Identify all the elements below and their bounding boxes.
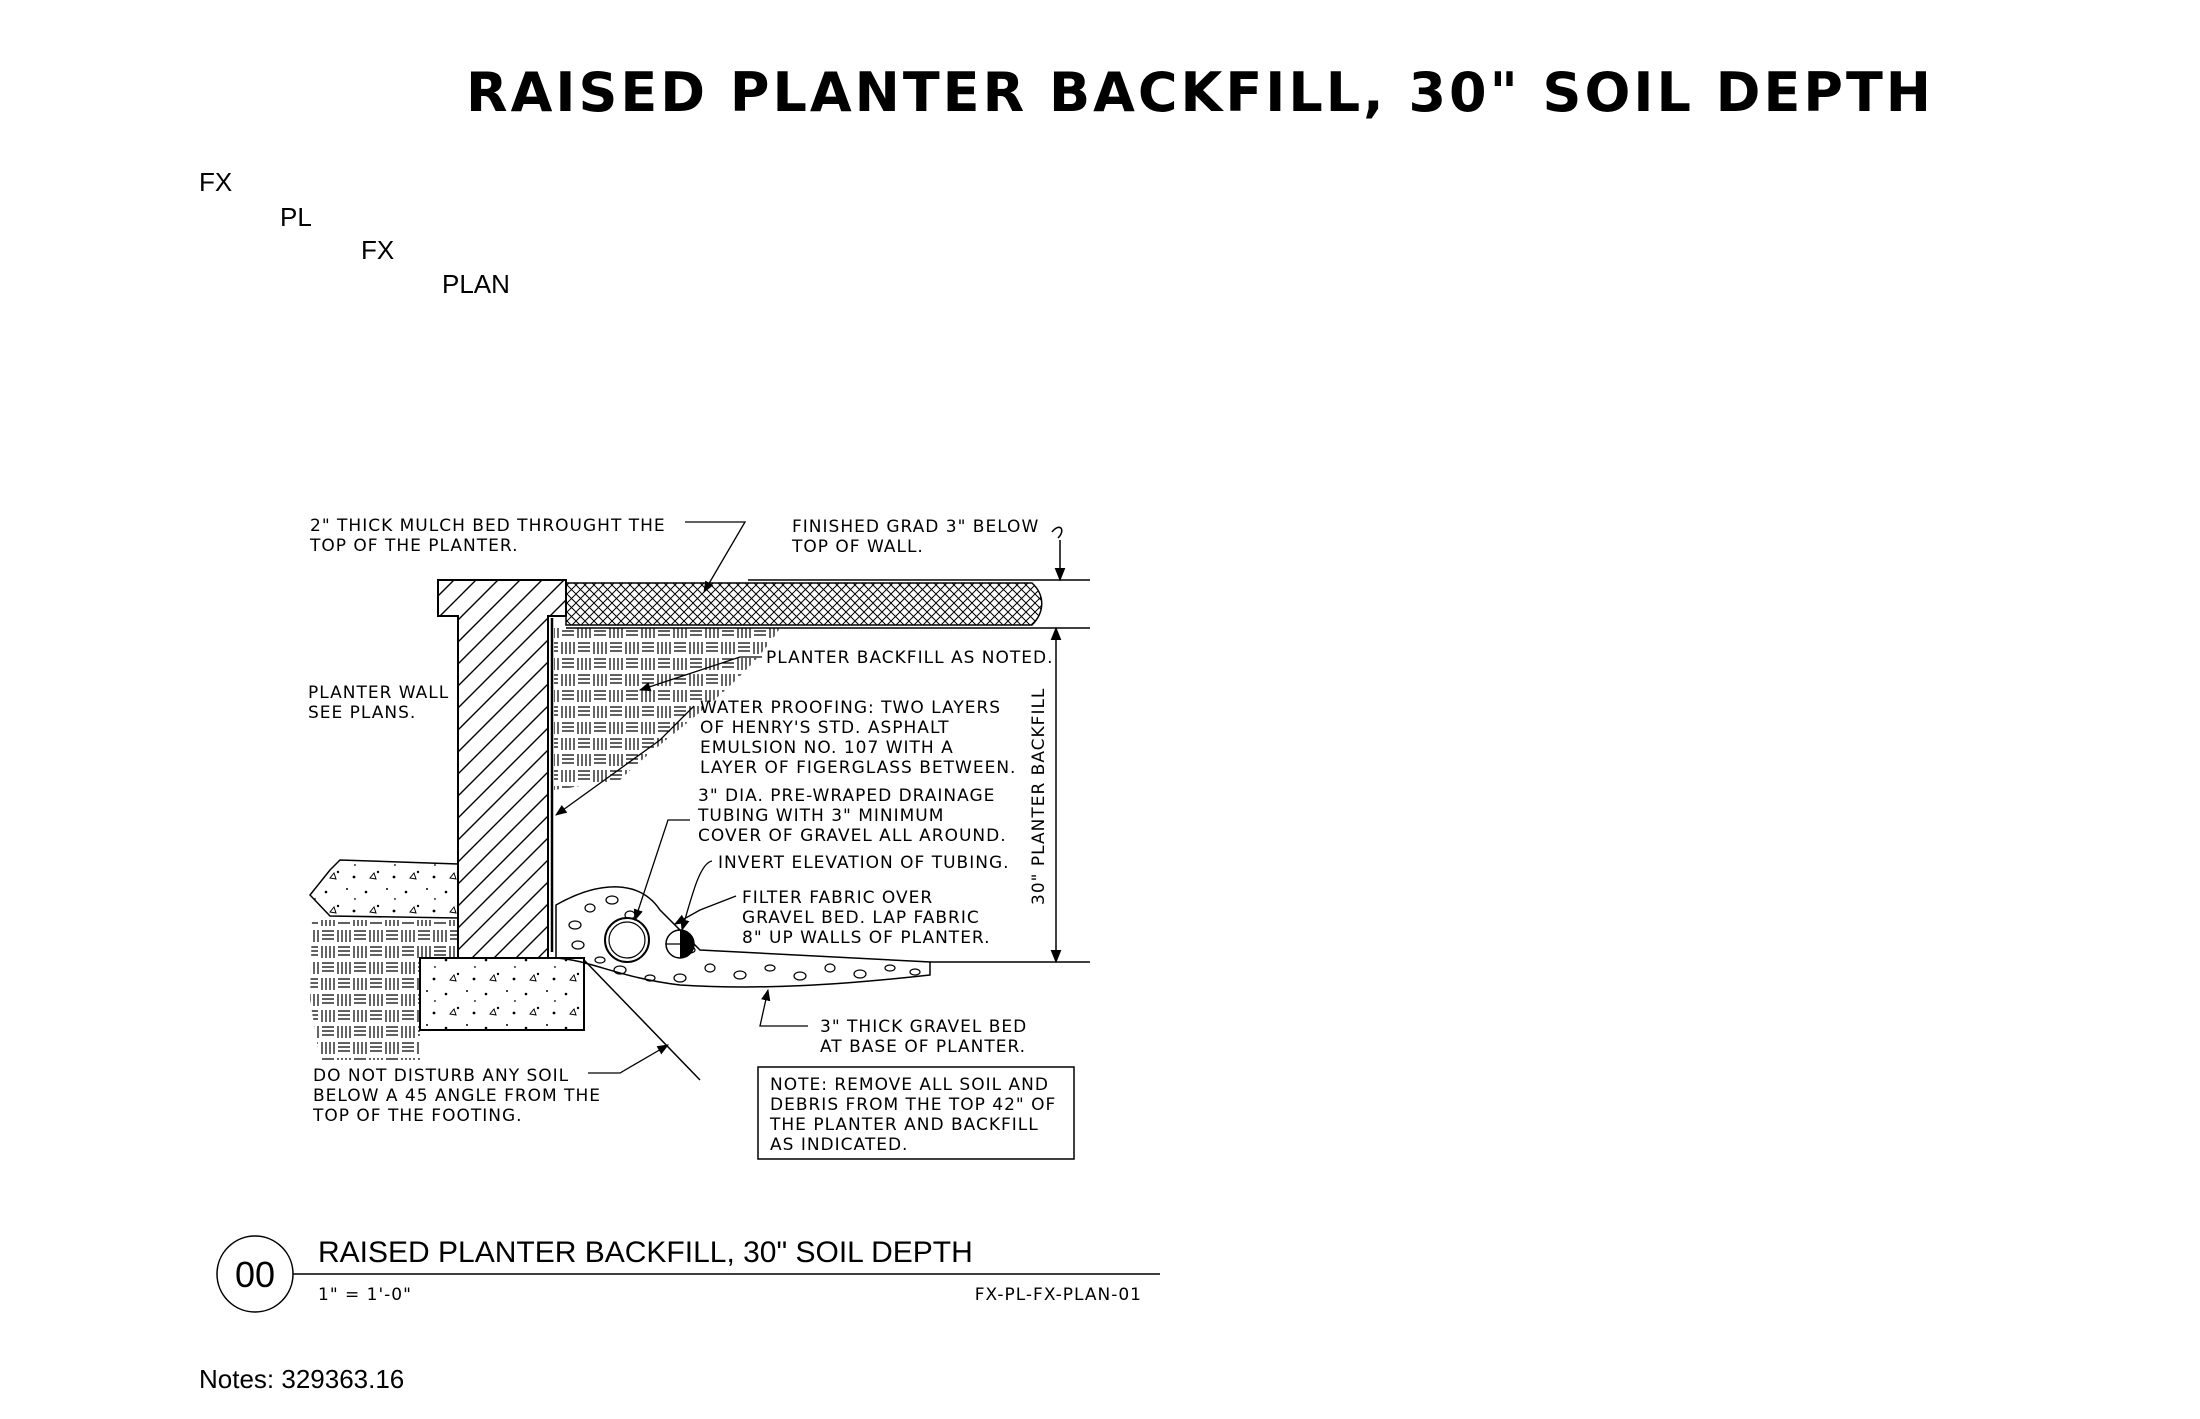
callout-wp-3: EMULSION NO. 107 WITH A xyxy=(700,738,954,758)
callout-filter-3: 8" UP WALLS OF PLANTER. xyxy=(742,928,991,948)
sheet-title: RAISED PLANTER BACKFILL, 30" SOIL DEPTH xyxy=(466,61,1934,124)
callout-filter-1: FILTER FABRIC OVER xyxy=(742,888,934,908)
callout-disturb-3: TOP OF THE FOOTING. xyxy=(313,1106,523,1126)
leader-drainage xyxy=(635,820,690,920)
leader-gravel xyxy=(760,990,808,1026)
note-line-3: THE PLANTER AND BACKFILL xyxy=(770,1115,1039,1135)
note-line-1: NOTE: REMOVE ALL SOIL AND xyxy=(770,1075,1049,1095)
drainage-tube xyxy=(605,918,649,962)
dimension-label: 30" PLANTER BACKFILL xyxy=(1029,687,1049,905)
hierarchy-level-3: FX xyxy=(361,235,395,265)
detail-title-block xyxy=(217,1236,1160,1312)
callout-wall-1: PLANTER WALL xyxy=(308,683,450,703)
callout-disturb-2: BELOW A 45 ANGLE FROM THE xyxy=(313,1086,602,1106)
detail-scale: 1" = 1'-0" xyxy=(318,1285,412,1305)
callout-mulch-1: 2" THICK MULCH BED THROUGHT THE xyxy=(310,516,666,536)
mulch-bed xyxy=(566,583,1042,625)
callout-grade-2: TOP OF WALL. xyxy=(792,537,924,557)
detail-code: FX-PL-FX-PLAN-01 xyxy=(974,1285,1142,1305)
detail-number: 00 xyxy=(234,1254,276,1295)
callout-invert: INVERT ELEVATION OF TUBING. xyxy=(718,853,1010,873)
leader-disturb xyxy=(588,1045,668,1073)
hierarchy-level-2: PL xyxy=(280,202,312,232)
callout-wp-4: LAYER OF FIGERGLASS BETWEEN. xyxy=(700,758,1017,778)
leader-invert xyxy=(682,861,712,930)
callout-gravel-2: AT BASE OF PLANTER. xyxy=(820,1037,1027,1057)
callout-drain-3: COVER OF GRAVEL ALL AROUND. xyxy=(698,826,1007,846)
leader-mulch xyxy=(685,522,745,592)
callout-wp-2: OF HENRY'S STD. ASPHALT xyxy=(700,718,950,738)
callout-mulch-2: TOP OF THE PLANTER. xyxy=(310,536,519,556)
note-line-2: DEBRIS FROM THE TOP 42" OF xyxy=(770,1095,1057,1115)
notes: Notes: 329363.16 xyxy=(199,1364,405,1394)
hierarchy-level-1: FX xyxy=(199,167,233,197)
callout-grade-1: FINISHED GRAD 3" BELOW xyxy=(792,517,1040,537)
footing xyxy=(420,958,584,1030)
callout-backfill: PLANTER BACKFILL AS NOTED. xyxy=(766,648,1054,668)
callout-disturb-1: DO NOT DISTURB ANY SOIL xyxy=(313,1066,570,1086)
callout-drain-1: 3" DIA. PRE-WRAPED DRAINAGE xyxy=(698,786,996,806)
callout-filter-2: GRAVEL BED. LAP FABRIC xyxy=(742,908,980,928)
hierarchy-level-4: PLAN xyxy=(442,269,510,299)
note-line-4: AS INDICATED. xyxy=(770,1135,909,1155)
callout-gravel-1: 3" THICK GRAVEL BED xyxy=(820,1017,1028,1037)
leader-filter xyxy=(675,896,736,924)
callout-wall-2: SEE PLANS. xyxy=(308,703,417,723)
existing-grade xyxy=(310,860,458,918)
detail-title: RAISED PLANTER BACKFILL, 30" SOIL DEPTH xyxy=(318,1236,973,1269)
callout-wp-1: WATER PROOFING: TWO LAYERS xyxy=(700,698,1002,718)
callout-drain-2: TUBING WITH 3" MINIMUM xyxy=(698,806,945,826)
